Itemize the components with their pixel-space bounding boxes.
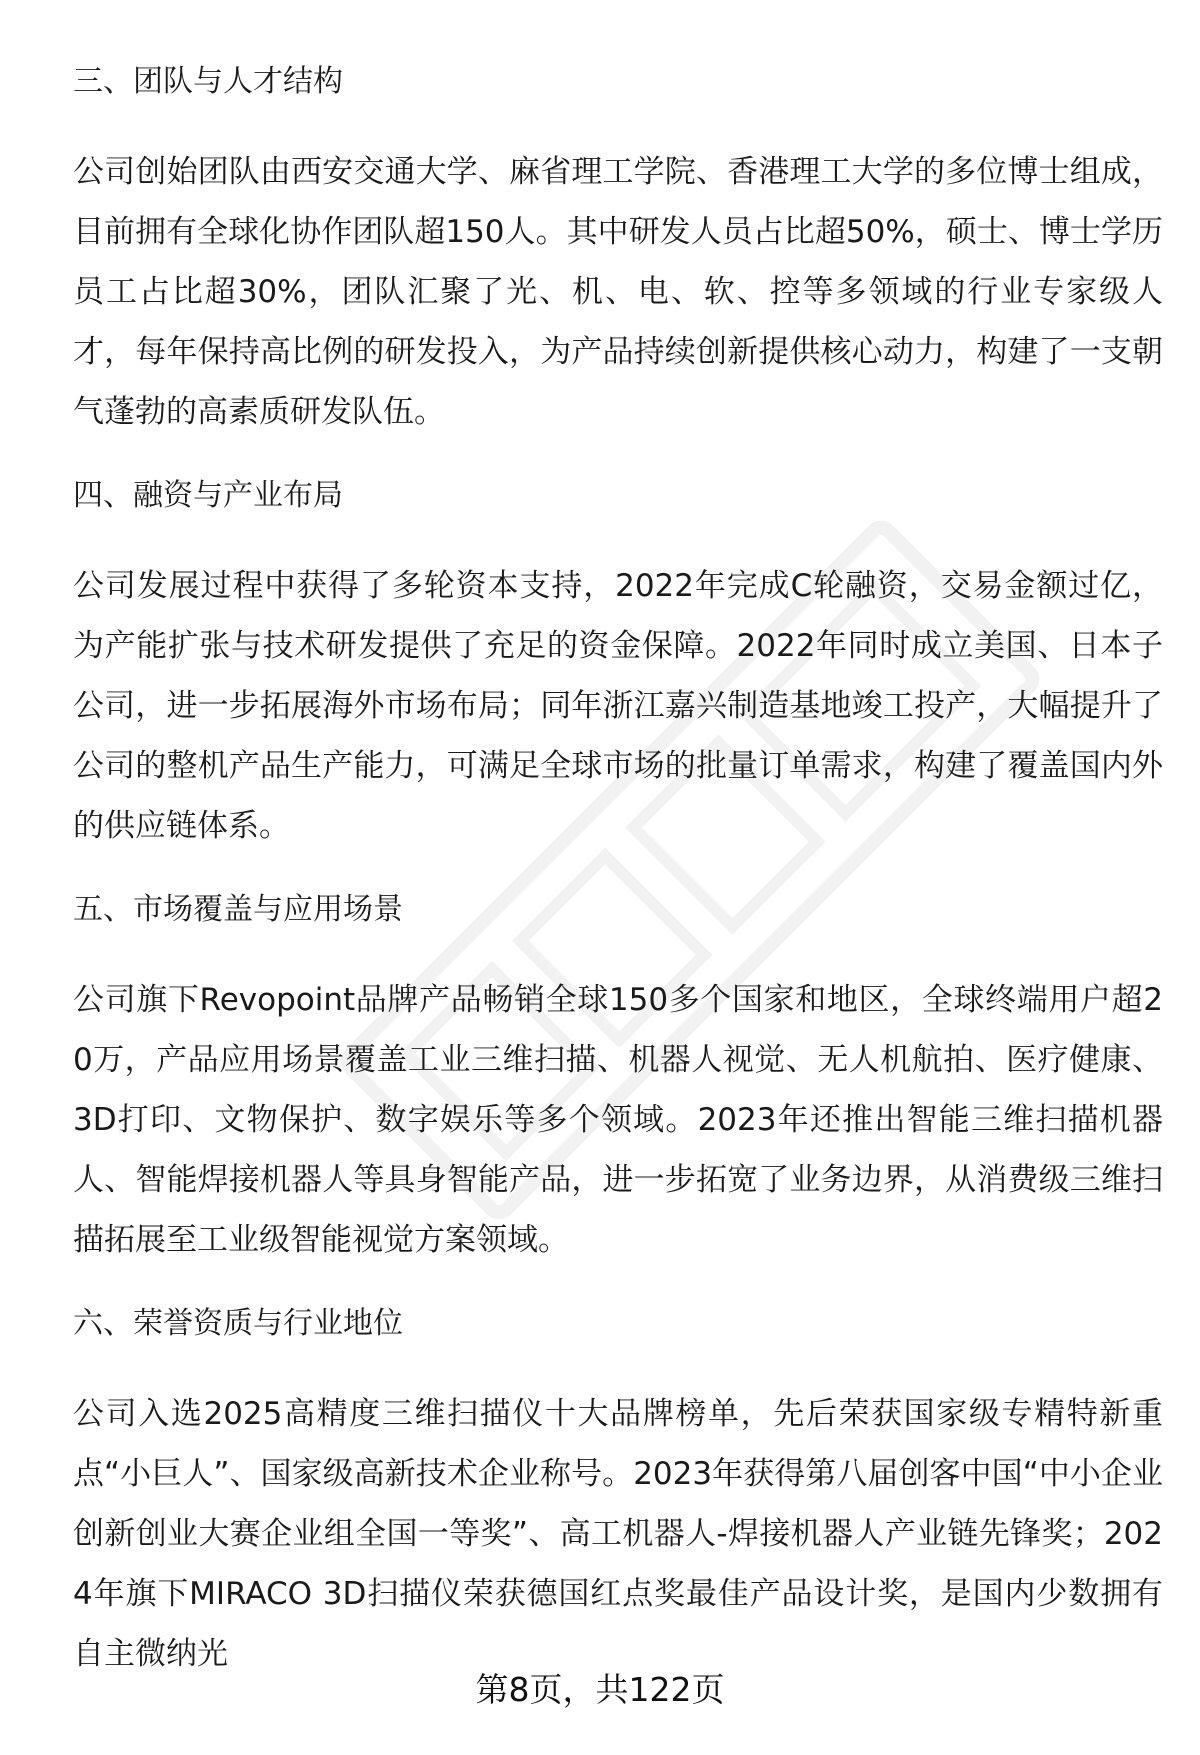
section-financing	[73, 476, 1163, 856]
section-paragraph: 公司创始团队由西安交通大学、麻省理工学院、香港理工大学的多位博士组成，目前拥有全球化协作团队超150人。其中研发人员占比超50%，硕士、博士学历员工占比超30%，团队汇聚了光、机、电、软、控等多领域的行业专家级人才，每年保持高比例的研发投入，为产品持续创新提供核心动力，构建了一支朝气蓬勃的高素质研发队伍。	[73, 154, 1163, 430]
section-paragraph: 公司发展过程中获得了多轮资本支持，2022年完成C轮融资，交易金额过亿，为产能扩张与技术研发提供了充足的资金保障。2022年同时成立美国、日本子公司，进一步拓展海外市场布局；同年浙江嘉兴制造基地竣工投产，大幅提升了公司的整机产品生产能力，可满足全球市场的批量订单需求，构建了覆盖国内外的供应链体系。	[73, 568, 1163, 844]
section-market	[73, 890, 1163, 1270]
section-honors	[73, 1304, 1163, 1684]
section-heading: 四、融资与产业布局	[73, 478, 343, 513]
section-heading: 六、荣誉资质与行业地位	[73, 1306, 403, 1341]
page-number-footer: 第8页，共122页	[475, 1670, 725, 1709]
section-paragraph: 公司旗下Revopoint品牌产品畅销全球150多个国家和地区，全球终端用户超20万，产品应用场景覆盖工业三维扫描、机器人视觉、无人机航拍、医疗健康、3D打印、文物保护、数字娱乐等多个领域。2023年还推出智能三维扫描机器人、智能焊接机器人等具身智能产品，进一步拓宽了业务边界，从消费级三维扫描拓展至工业级智能视觉方案领域。	[73, 982, 1163, 1258]
section-paragraph: 公司入选2025高精度三维扫描仪十大品牌榜单，先后荣获国家级专精特新重点“小巨人”、国家级高新技术企业称号。2023年获得第八届创客中国“中小企业创新创业大赛企业组全国一等奖”、高工机器人-焊接机器人产业链先锋奖；2024年旗下MIRACO 3D扫描仪荣获德国红点奖最佳产品设计奖，是国内少数拥有自主微纳光	[73, 1396, 1163, 1672]
document-body	[73, 62, 1163, 1718]
section-heading: 五、市场覆盖与应用场景	[73, 892, 403, 927]
section-heading: 三、团队与人才结构	[73, 64, 343, 99]
section-team	[73, 62, 1163, 442]
